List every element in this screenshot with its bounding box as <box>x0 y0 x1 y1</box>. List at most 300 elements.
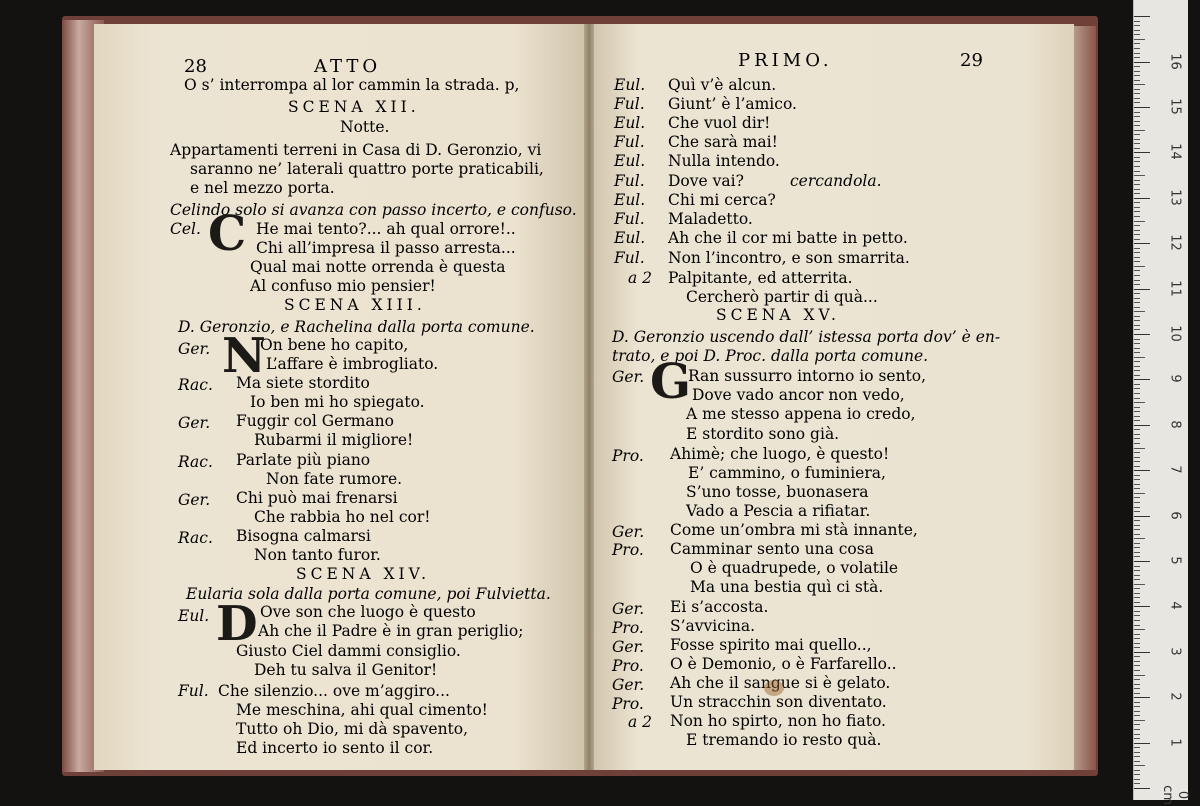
text-line: Fuggir col Germano <box>236 412 394 430</box>
text-line: Ei s’accosta. <box>670 598 769 616</box>
ruler-tick <box>1134 62 1150 63</box>
text-line: Ful. <box>614 210 645 228</box>
text-line: Eul. <box>614 191 646 209</box>
text-line: a 2 <box>628 713 653 731</box>
ruler-label: 15 <box>1167 98 1183 115</box>
ruler-tick <box>1134 434 1140 435</box>
ruler-label: 6 <box>1167 510 1183 520</box>
ruler-tick <box>1134 584 1145 585</box>
text-line: Ran sussurro intorno io sento, <box>688 367 927 385</box>
right-page-number: 29 <box>960 50 983 71</box>
ruler-tick <box>1134 452 1140 453</box>
ruler-tick <box>1134 497 1140 498</box>
text-line: Eul. <box>614 76 646 94</box>
ruler-tick <box>1134 152 1150 153</box>
text-line: Ger. <box>612 676 645 694</box>
ruler-tick <box>1134 675 1145 676</box>
ruler-tick <box>1134 466 1140 467</box>
ruler-tick <box>1134 543 1140 544</box>
ruler-tick <box>1134 339 1140 340</box>
text-line: Ma una bestia quì ci stà. <box>690 578 884 596</box>
ruler-tick <box>1134 606 1150 607</box>
text-line: Giunt’ è l’amico. <box>668 95 797 113</box>
text-line: Ed incerto io sento il cor. <box>236 739 434 757</box>
text-line: Parlate più piano <box>236 451 371 469</box>
text-line: Al confuso mio pensier! <box>250 277 436 295</box>
ruler-tick <box>1134 706 1140 707</box>
ruler-tick <box>1134 34 1140 35</box>
ruler-tick <box>1134 588 1140 589</box>
ruler-tick <box>1134 693 1140 694</box>
ruler-tick <box>1134 221 1145 222</box>
ruler-tick <box>1134 570 1140 571</box>
ruler-tick <box>1134 43 1140 44</box>
ruler-tick <box>1134 407 1140 408</box>
text-line: Ahimè; che luogo, è questo! <box>670 445 890 463</box>
ruler-tick <box>1134 30 1140 31</box>
ruler-tick <box>1134 357 1145 358</box>
text-line: Ger. <box>612 523 645 541</box>
ruler-tick <box>1134 747 1140 748</box>
ruler-tick <box>1134 511 1140 512</box>
text-line: SCENA XIII. <box>284 296 426 314</box>
ruler-tick <box>1134 307 1140 308</box>
ruler-tick <box>1134 575 1140 576</box>
ruler-tick <box>1134 98 1140 99</box>
ruler-tick <box>1134 125 1140 126</box>
ruler-tick <box>1134 448 1145 449</box>
ruler-tick <box>1134 761 1140 762</box>
text-line: A me stesso appena io credo, <box>686 405 916 423</box>
text-line: Ma siete stordito <box>236 374 370 392</box>
text-line: Ger. <box>178 414 211 432</box>
text-line: Eul. <box>614 152 646 170</box>
text-line: Non fate rumore. <box>266 470 403 488</box>
text-line: Notte. <box>340 118 390 136</box>
ruler-tick <box>1134 225 1140 226</box>
ruler-tick <box>1134 243 1150 244</box>
ruler-tick <box>1134 284 1140 285</box>
text-line: Ah che il cor mi batte in petto. <box>668 229 908 247</box>
text-line: S’avvicina. <box>670 617 756 635</box>
text-line: Pro. <box>612 541 644 559</box>
ruler-tick <box>1134 734 1140 735</box>
text-line: Eul. <box>614 229 646 247</box>
text-line: Celindo solo si avanza con passo incerto, e confuso. <box>170 201 577 219</box>
ruler-tick <box>1134 484 1140 485</box>
text-line: Eularia sola dalla porta comune, poi Fulvietta. <box>186 585 551 603</box>
text-line: Cel. <box>170 220 201 238</box>
text-line: On bene ho capito, <box>260 336 409 354</box>
ruler-tick <box>1134 529 1140 530</box>
book-gutter <box>584 24 594 770</box>
ruler-label: 10 <box>1167 325 1183 342</box>
ruler-tick <box>1134 402 1145 403</box>
ruler-tick <box>1134 289 1150 290</box>
text-line: Non l’incontro, e son smarrita. <box>668 249 910 267</box>
ruler-tick <box>1134 275 1140 276</box>
ruler-tick <box>1134 724 1140 725</box>
ruler-tick <box>1134 320 1140 321</box>
ruler-label: 13 <box>1167 189 1183 206</box>
text-line: SCENA XII. <box>288 98 420 116</box>
left-page-header: ATTO <box>314 56 382 77</box>
ruler-tick <box>1134 248 1140 249</box>
ruler-tick <box>1134 343 1140 344</box>
text-line: Giusto Ciel dammi consiglio. <box>236 642 461 660</box>
ruler-tick <box>1134 488 1140 489</box>
ruler-tick <box>1134 116 1140 117</box>
ruler-tick <box>1134 715 1140 716</box>
text-line: D. Geronzio, e Rachelina dalla porta comune. <box>178 318 535 336</box>
ruler-tick <box>1134 770 1140 771</box>
text-line: Io ben mi ho spiegato. <box>250 393 425 411</box>
text-line: Dove vado ancor non vedo, <box>692 386 905 404</box>
left-page-number: 28 <box>184 56 207 77</box>
ruler-tick <box>1134 629 1145 630</box>
text-line: Che rabbia ho nel cor! <box>254 508 431 526</box>
ruler-tick <box>1134 53 1140 54</box>
ruler-tick <box>1134 366 1140 367</box>
ruler-tick <box>1134 298 1140 299</box>
ruler-tick <box>1134 507 1140 508</box>
text-line: L’affare è imbrogliato. <box>266 355 439 373</box>
ruler-tick <box>1134 516 1150 517</box>
ruler-tick <box>1134 566 1140 567</box>
ruler-tick <box>1134 552 1140 553</box>
ruler-tick <box>1134 634 1140 635</box>
drop-cap: G <box>650 354 691 410</box>
text-line: Rac. <box>178 529 213 547</box>
ruler-tick <box>1134 470 1150 471</box>
ruler-tick <box>1134 620 1140 621</box>
ruler-tick <box>1134 457 1140 458</box>
text-line: O s’ interrompa al lor cammin la strada. p, <box>184 76 520 94</box>
text-line: Rac. <box>178 453 213 471</box>
text-line: Ger. <box>178 491 211 509</box>
text-line: O è quadrupede, o volatile <box>690 559 899 577</box>
ruler-tick <box>1134 121 1140 122</box>
ruler-tick <box>1134 266 1145 267</box>
ruler-tick <box>1134 261 1140 262</box>
text-line: Cercherò partir di quà... <box>686 288 878 306</box>
text-line: Nulla intendo. <box>668 152 780 170</box>
ruler-tick <box>1134 665 1140 666</box>
text-line: Come un’ombra mi stà innante, <box>670 521 918 539</box>
ruler-tick <box>1134 702 1140 703</box>
ruler-tick <box>1134 171 1140 172</box>
ruler-tick <box>1134 234 1140 235</box>
ruler-tick <box>1134 393 1140 394</box>
ruler-tick <box>1134 461 1140 462</box>
ruler-label: 14 <box>1167 143 1183 161</box>
ruler-tick <box>1134 80 1140 81</box>
ruler-label: 7 <box>1167 465 1183 474</box>
ruler-tick <box>1134 615 1140 616</box>
ruler-label: 16 <box>1167 52 1183 70</box>
ruler-tick <box>1134 743 1150 744</box>
ruler-tick <box>1134 202 1140 203</box>
text-line: Ah che il Padre è in gran periglio; <box>258 622 524 640</box>
text-line: E stordito sono già. <box>686 425 840 443</box>
drop-cap: C <box>208 206 247 262</box>
ruler-tick <box>1134 293 1140 294</box>
ruler-tick <box>1134 656 1140 657</box>
ruler-tick <box>1134 175 1145 176</box>
ruler-tick <box>1134 157 1140 158</box>
ruler-tick <box>1134 361 1140 362</box>
ruler-tick <box>1134 71 1140 72</box>
ruler-tick <box>1134 21 1140 22</box>
ruler-tick <box>1134 774 1140 775</box>
ruler-tick <box>1134 352 1140 353</box>
text-line: S’uno tosse, buonasera <box>686 483 869 501</box>
text-line: He mai tento?... ah qual orrore!.. <box>256 220 516 238</box>
text-line: Fosse spirito mai quello.., <box>670 636 872 654</box>
text-line: Che vuol dir! <box>668 114 771 132</box>
ruler-tick <box>1134 670 1140 671</box>
ruler-tick <box>1134 420 1140 421</box>
text-line: Chi mi cerca? <box>668 191 776 209</box>
text-line: SCENA XIV. <box>296 565 431 583</box>
ruler-tick <box>1134 538 1145 539</box>
ruler-tick <box>1134 479 1140 480</box>
text-line: e nel mezzo porta. <box>190 179 335 197</box>
ruler-tick <box>1134 166 1140 167</box>
ruler-tick <box>1134 625 1140 626</box>
text-line: Bisogna calmarsi <box>236 527 371 545</box>
ruler-tick <box>1134 216 1140 217</box>
text-line: cercandola. <box>790 172 882 190</box>
text-line: Che silenzio... ove m’aggiro... <box>218 682 450 700</box>
text-line: Pro. <box>612 447 644 465</box>
ruler-tick <box>1134 102 1140 103</box>
ruler-tick <box>1134 130 1145 131</box>
ruler-tick <box>1134 89 1140 90</box>
text-line: Pro. <box>612 695 644 713</box>
ruler-tick <box>1134 270 1140 271</box>
ruler-tick <box>1134 684 1140 685</box>
book-edge-right <box>1072 26 1096 770</box>
text-line: Chi all’impresa il passo arresta... <box>256 239 516 257</box>
ruler-tick <box>1134 193 1140 194</box>
ruler-tick <box>1134 93 1140 94</box>
ruler-tick <box>1134 84 1145 85</box>
text-line: E’ cammino, o fuminiera, <box>688 464 886 482</box>
ruler-tick <box>1134 75 1140 76</box>
text-line: Ger. <box>612 368 645 386</box>
ruler-tick <box>1134 647 1140 648</box>
ruler-tick <box>1134 211 1140 212</box>
ruler-tick <box>1134 252 1140 253</box>
text-line: Ful. <box>614 249 645 267</box>
text-line: D. Geronzio uscendo dall’ istessa porta dov’ è en- <box>612 328 1001 346</box>
ruler-tick <box>1134 112 1140 113</box>
ruler-tick <box>1134 134 1140 135</box>
text-line: Qual mai notte orrenda è questa <box>250 258 506 276</box>
ruler-label: 2 <box>1167 692 1183 701</box>
ruler-tick <box>1134 643 1140 644</box>
text-line: a 2 <box>628 269 653 287</box>
ruler-tick <box>1134 239 1140 240</box>
ruler-tick <box>1134 143 1140 144</box>
ruler-tick <box>1134 788 1150 789</box>
text-line: Ful. <box>614 95 645 113</box>
ruler-tick <box>1134 388 1140 389</box>
ruler-tick <box>1134 257 1140 258</box>
ruler-tick <box>1134 379 1150 380</box>
text-line: Eul. <box>614 114 646 132</box>
ruler-tick <box>1134 280 1140 281</box>
text-line: Appartamenti terreni in Casa di D. Geronzio, vi <box>170 141 542 159</box>
right-page-header: PRIMO. <box>738 50 833 71</box>
text-line: trato, e poi D. Proc. dalla porta comune. <box>612 347 929 365</box>
text-line: Ove son che luogo è questo <box>260 603 476 621</box>
text-line: Eul. <box>178 607 210 625</box>
ruler-tick <box>1134 198 1150 199</box>
ruler-tick <box>1134 443 1140 444</box>
text-line: Rac. <box>178 376 213 394</box>
ruler-tick <box>1134 602 1140 603</box>
text-line: Camminar sento una cosa <box>670 540 874 558</box>
ruler-tick <box>1134 334 1150 335</box>
ruler-tick <box>1134 697 1150 698</box>
ruler-tick <box>1134 375 1140 376</box>
ruler-tick <box>1134 348 1140 349</box>
ruler-tick <box>1134 520 1140 521</box>
ruler-tick <box>1134 765 1145 766</box>
ruler-tick <box>1134 416 1140 417</box>
ruler-tick <box>1134 638 1140 639</box>
ruler-tick <box>1134 39 1145 40</box>
text-line: Che sarà mai! <box>668 133 778 151</box>
text-line: Tutto oh Dio, mi dà spavento, <box>236 720 469 738</box>
ruler-tick <box>1134 738 1140 739</box>
ruler-tick <box>1134 756 1140 757</box>
text-line: Non tanto furor. <box>254 546 381 564</box>
ruler-tick <box>1134 652 1150 653</box>
ruler-tick <box>1134 556 1140 557</box>
ruler-tick <box>1134 711 1140 712</box>
text-line: Maladetto. <box>668 210 753 228</box>
ruler-tick <box>1134 180 1140 181</box>
page-stain <box>764 680 784 696</box>
ruler-tick <box>1134 325 1140 326</box>
ruler-tick <box>1134 139 1140 140</box>
ruler-tick <box>1134 66 1140 67</box>
text-line: Palpitante, ed atterrita. <box>668 269 853 287</box>
ruler-tick <box>1134 316 1140 317</box>
text-line: Quì v’è alcun. <box>668 76 777 94</box>
ruler-tick <box>1134 493 1145 494</box>
ruler-tick <box>1134 48 1140 49</box>
ruler-tick <box>1134 593 1140 594</box>
text-line: Ger. <box>612 600 645 618</box>
ruler-tick <box>1134 184 1140 185</box>
ruler-tick <box>1134 502 1140 503</box>
ruler-tick <box>1134 534 1140 535</box>
ruler-tick <box>1134 16 1150 17</box>
ruler-label: 8 <box>1167 420 1183 429</box>
ruler-tick <box>1134 107 1150 108</box>
ruler-tick <box>1134 329 1140 330</box>
ruler-label: 11 <box>1167 279 1183 297</box>
text-line: Ful. <box>614 133 645 151</box>
text-line: Ful. <box>614 172 645 190</box>
text-line: Pro. <box>612 657 644 675</box>
ruler-tick <box>1134 679 1140 680</box>
ruler-label: 4 <box>1167 601 1183 611</box>
ruler-label: 9 <box>1167 374 1183 384</box>
text-line: Deh tu salva il Genitor! <box>254 661 438 679</box>
text-line: Non ho spirto, non ho fiato. <box>670 712 886 730</box>
text-line: Dove vai? <box>668 172 744 190</box>
ruler-tick <box>1134 311 1145 312</box>
ruler-tick <box>1134 189 1140 190</box>
ruler-tick <box>1134 783 1140 784</box>
text-line: Ful. <box>178 682 209 700</box>
text-line: Ger. <box>612 638 645 656</box>
text-line: E tremando io resto quà. <box>686 731 882 749</box>
text-line: Me meschina, ahi qual cimento! <box>236 701 488 719</box>
ruler-tick <box>1134 207 1140 208</box>
ruler-tick <box>1134 302 1140 303</box>
text-line: Vado a Pescia a rifiatar. <box>686 502 871 520</box>
ruler-label: 0 cm <box>1160 785 1190 805</box>
ruler-tick <box>1134 411 1140 412</box>
ruler-tick <box>1134 779 1140 780</box>
ruler-label: 5 <box>1167 556 1183 565</box>
drop-cap: N <box>222 328 266 384</box>
ruler-label: 12 <box>1167 234 1183 251</box>
ruler-tick <box>1134 547 1140 548</box>
text-line: Ger. <box>178 340 211 358</box>
ruler-tick <box>1134 579 1140 580</box>
ruler-tick <box>1134 661 1140 662</box>
ruler-tick <box>1134 148 1140 149</box>
ruler-tick <box>1134 384 1140 385</box>
ruler-tick <box>1134 561 1150 562</box>
text-line: saranno ne’ laterali quattro porte praticabili, <box>190 160 544 178</box>
ruler-label: 3 <box>1167 647 1183 656</box>
ruler-tick <box>1134 752 1140 753</box>
ruler-tick <box>1134 230 1140 231</box>
ruler-tick <box>1134 25 1140 26</box>
text-line: Rubarmi il migliore! <box>254 431 414 449</box>
ruler-label: 1 <box>1167 737 1183 747</box>
ruler-tick <box>1134 729 1140 730</box>
ruler-tick <box>1134 597 1140 598</box>
text-line: Un stracchin son diventato. <box>670 693 887 711</box>
text-line: Chi può mai frenarsi <box>236 489 398 507</box>
ruler-tick <box>1134 525 1140 526</box>
ruler-tick <box>1134 425 1150 426</box>
text-line: Pro. <box>612 619 644 637</box>
text-line: SCENA XV. <box>716 306 840 324</box>
text-line: Ah che il sangue si è gelato. <box>670 674 891 692</box>
ruler-tick <box>1134 438 1140 439</box>
text-line: O è Demonio, o è Farfarello.. <box>670 655 897 673</box>
ruler-tick <box>1134 370 1140 371</box>
drop-cap: D <box>216 596 258 652</box>
ruler-tick <box>1134 161 1140 162</box>
ruler-tick <box>1134 720 1145 721</box>
ruler-tick <box>1134 688 1140 689</box>
measuring-ruler <box>1133 0 1190 805</box>
ruler-tick <box>1134 57 1140 58</box>
ruler-tick <box>1134 611 1140 612</box>
ruler-tick <box>1134 429 1140 430</box>
